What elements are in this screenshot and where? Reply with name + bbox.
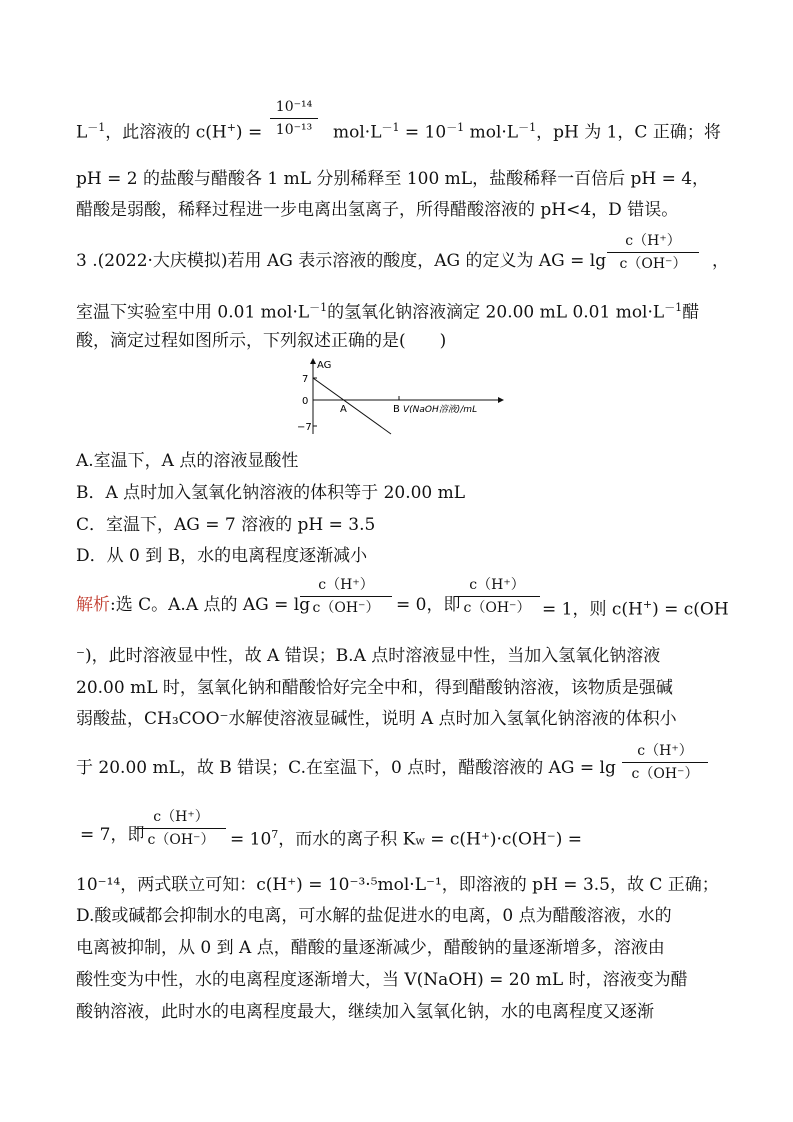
text-span: mol·L xyxy=(464,122,519,143)
analysis-label: 解析 xyxy=(76,595,110,615)
fraction-numerator: c（H⁺） xyxy=(318,577,374,593)
question-line xyxy=(76,297,699,324)
text-span: = 10 xyxy=(230,829,272,850)
question-line: 酸，滴定过程如图所示，下列叙述正确的是( ) xyxy=(76,331,447,351)
text-line xyxy=(333,117,721,144)
text-span: 醋 xyxy=(682,302,700,323)
text-span: ，pH 为 1，C 正确；将 xyxy=(536,122,721,143)
fraction-denominator: c（OH⁻） xyxy=(463,600,531,616)
fraction-bar xyxy=(136,828,226,829)
text-span: = c(H⁺)·c(OH⁻) = xyxy=(424,829,583,850)
fraction-denominator: c（OH⁻） xyxy=(631,766,699,782)
analysis-line: = 7，即 xyxy=(80,825,145,845)
fraction xyxy=(300,576,392,617)
subscript: w xyxy=(415,834,425,848)
text-span: ，而水的离子积 K xyxy=(278,829,416,850)
option-d: D．从 0 到 B，水的电离程度逐渐减小 xyxy=(76,546,368,566)
option-c: C．室温下，AG = 7 溶液的 pH = 3.5 xyxy=(76,515,376,535)
superscript: －1 xyxy=(518,121,537,134)
y-axis-label: AG xyxy=(317,360,332,371)
analysis-line: 电离被抑制，从 0 到 A 点，醋酸的量逐渐减少，醋酸钠的量逐渐增多，溶液由 xyxy=(76,938,665,958)
analysis-line: 于 20.00 mL，故 B 错误；C.在室温下，0 点时，醋酸溶液的 AG = lg xyxy=(76,758,616,778)
text-line: pH = 2 的盐酸与醋酸各 1 mL 分别稀释至 100 mL，盐酸稀释一百倍后 pH = 4， xyxy=(76,169,710,189)
option-a: A.室温下，A 点的溶液显酸性 xyxy=(76,451,299,471)
analysis-line xyxy=(76,594,310,616)
x-axis-arrow xyxy=(498,397,504,403)
fraction-denominator: 10⁻¹³ xyxy=(275,122,313,138)
question-line xyxy=(76,250,606,272)
y-axis-arrow xyxy=(310,358,316,364)
point-b-label: B xyxy=(393,404,400,415)
text-span: ) = xyxy=(235,122,263,143)
text-line: ， xyxy=(712,251,729,271)
text-span: = 10 xyxy=(399,122,447,143)
superscript: －1 xyxy=(87,121,106,134)
fraction-numerator: c（H⁺） xyxy=(637,743,693,759)
analysis-line: 酸钠溶液，此时水的电离程度最大，继续加入氢氧化钠，水的电离程度又逐渐 xyxy=(76,1002,654,1022)
text-span: ，此溶液的 c(H xyxy=(105,122,227,143)
fraction xyxy=(607,232,699,273)
fraction-denominator: c（OH⁻） xyxy=(147,832,215,848)
superscript: + xyxy=(642,598,653,611)
analysis-line: D.酸或碱都会抑制水的电离，可水解的盐促进水的电离，0 点为醋酸溶液，水的 xyxy=(76,906,672,926)
superscript: －1 xyxy=(446,121,465,134)
text-span: :选 C。A.A 点的 AG = lg xyxy=(110,595,311,615)
analysis-line: 10⁻¹⁴，两式联立可知：c(H⁺) = 10⁻³·⁵mol·L⁻¹，即溶液的 pH = 3.5，故 C 正确； xyxy=(76,875,719,895)
fraction xyxy=(136,808,226,849)
point-a-label: A xyxy=(340,404,347,415)
text-span: 室温下实验室中用 0.01 mol·L xyxy=(76,302,310,323)
fraction-numerator: c（H⁺） xyxy=(153,809,209,825)
analysis-line: 弱酸盐，CH₃COO⁻水解使溶液显碱性，说明 A 点时加入氢氧化钠溶液的体积小 xyxy=(76,709,677,729)
fraction-numerator: c（H⁺） xyxy=(625,233,681,249)
text-line: 醋酸是弱酸，稀释过程进一步电离出氢离子，所得醋酸溶液的 pH<4，D 错误。 xyxy=(76,200,679,220)
text-span: mol·L xyxy=(333,122,382,143)
text-line: = 0，即 xyxy=(396,595,461,615)
analysis-line: 20.00 mL 时，氢氧化钠和醋酸恰好完全中和，得到醋酸钠溶液，该物质是强碱 xyxy=(76,678,673,698)
superscript: －1 xyxy=(381,121,400,134)
option-b: B．A 点时加入氢氧化钠溶液的体积等于 20.00 mL xyxy=(76,483,466,503)
fraction-numerator: c（H⁺） xyxy=(469,577,525,593)
fraction-bar xyxy=(454,596,540,597)
analysis-line: ⁻)，此时溶液显中性，故 A 错误；B.A 点时溶液显中性，当加入氢氧化钠溶液 xyxy=(76,646,661,666)
y-tick-label-neg7: −7 xyxy=(297,422,312,433)
fraction xyxy=(454,576,540,617)
titration-chart xyxy=(296,358,516,438)
fraction-denominator: c（OH⁻） xyxy=(312,600,380,616)
analysis-line: 酸性变为中性，水的电离程度逐渐增大，当 V(NaOH) = 20 mL 时，溶液变为醋 xyxy=(76,970,688,990)
superscript: + xyxy=(226,121,236,134)
x-axis-label: V(NaOH溶液)/mL xyxy=(403,405,478,415)
text-span: = 1，则 c(H xyxy=(542,599,643,620)
y-tick-label-0: 0 xyxy=(302,396,309,407)
fraction-bar xyxy=(622,762,708,763)
text-line xyxy=(542,594,729,621)
text-line xyxy=(76,117,262,144)
text-span: ) = c(OH xyxy=(652,599,729,620)
text-span: 的氢氧化钠溶液滴定 20.00 mL 0.01 mol·L xyxy=(327,302,665,323)
titration-curve xyxy=(313,378,391,434)
text-span: 3 .(2022·大庆模拟)若用 AG 表示溶液的酸度，AG 的定义为 AG = lg xyxy=(76,251,607,271)
superscript: －1 xyxy=(309,301,328,314)
fraction-numerator: 10⁻¹⁴ xyxy=(275,99,313,115)
fraction-bar xyxy=(607,252,699,253)
text-span: L xyxy=(76,122,88,143)
fraction-bar xyxy=(270,118,318,119)
analysis-line xyxy=(230,824,582,853)
y-tick-label-7: 7 xyxy=(302,374,309,385)
fraction xyxy=(270,98,318,139)
fraction xyxy=(622,742,708,783)
fraction-denominator: c（OH⁻） xyxy=(619,256,687,272)
superscript: 7 xyxy=(271,828,279,841)
fraction-bar xyxy=(300,596,392,597)
superscript: －1 xyxy=(664,301,683,314)
